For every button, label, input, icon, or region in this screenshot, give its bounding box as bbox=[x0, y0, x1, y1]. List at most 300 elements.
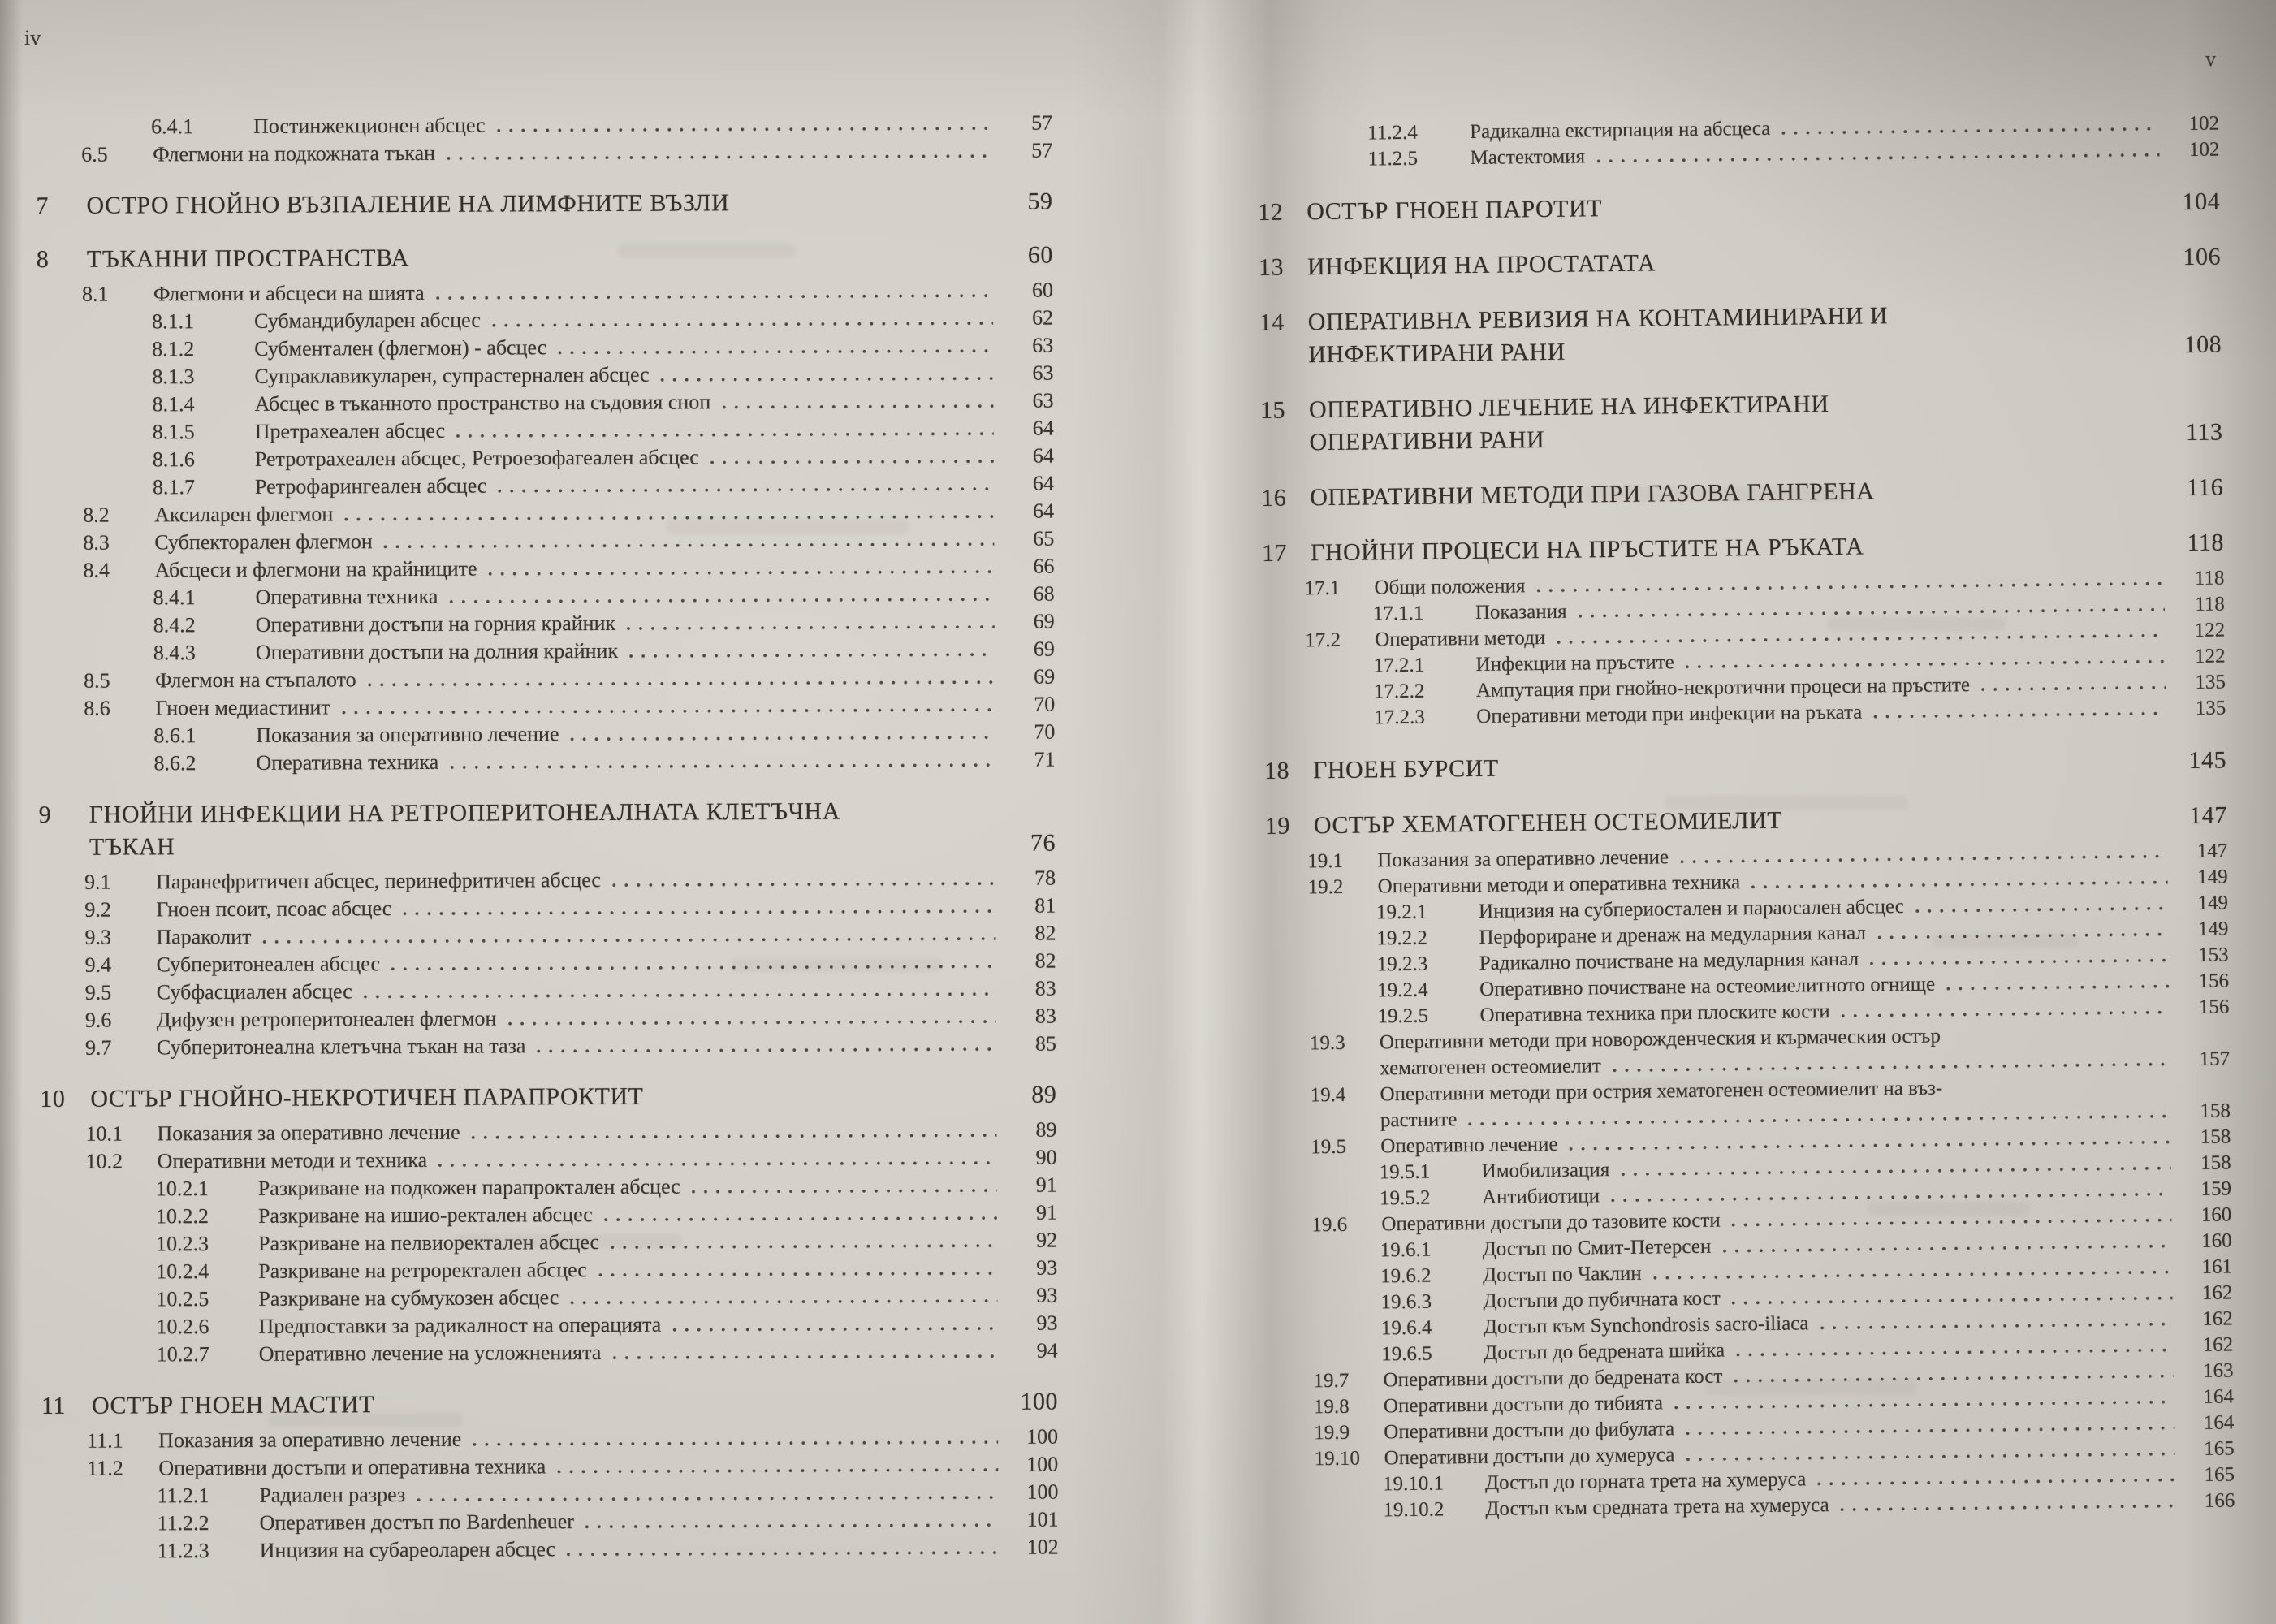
toc-entry bbox=[37, 470, 1054, 502]
entry-number: 19.6.2 bbox=[1380, 1264, 1432, 1288]
dot-leader bbox=[1621, 1166, 2170, 1177]
left-page bbox=[36, 110, 1059, 1566]
entry-number: 9.6 bbox=[84, 1008, 112, 1032]
entry-page-number: 104 bbox=[2182, 188, 2221, 216]
entry-title: Субперитонеален абсцес bbox=[156, 952, 381, 977]
entry-page-number: 101 bbox=[1026, 1507, 1059, 1531]
right-page bbox=[1257, 111, 2235, 1525]
entry-number: 19.2.1 bbox=[1376, 901, 1427, 924]
entry-title: Гноен медиастинит bbox=[155, 695, 330, 720]
entry-number: 10.2.2 bbox=[155, 1204, 209, 1229]
toc-entry bbox=[41, 1227, 1057, 1259]
entry-number: 19.5 bbox=[1311, 1135, 1347, 1159]
entry-title-continuation: хематогенен остеомиелит bbox=[1380, 1055, 1602, 1080]
dot-leader bbox=[344, 515, 994, 521]
entry-page-number: 65 bbox=[1033, 526, 1055, 551]
left-page-folio: iv bbox=[24, 26, 41, 50]
entry-page-number: 165 bbox=[2204, 1463, 2235, 1486]
entry-number: 10.2.6 bbox=[156, 1315, 209, 1339]
toc-entry bbox=[41, 1282, 1057, 1314]
toc-entry bbox=[38, 719, 1055, 750]
dot-leader bbox=[507, 1020, 995, 1026]
entry-page-number: 158 bbox=[2200, 1125, 2231, 1148]
entry-number: 17 bbox=[1261, 539, 1288, 567]
entry-page-number: 63 bbox=[1032, 388, 1054, 412]
toc-entry bbox=[42, 1534, 1059, 1566]
entry-title: Достъп до горната трета на хумеруса bbox=[1484, 1468, 1807, 1494]
entry-page-number: 147 bbox=[2196, 840, 2228, 862]
dot-leader bbox=[364, 992, 996, 999]
entry-number: 19.2.5 bbox=[1377, 1004, 1429, 1028]
entry-page-number: 60 bbox=[1031, 278, 1054, 302]
toc-entry bbox=[40, 975, 1056, 1007]
entry-title: Достъп към Synchondrosis sacro-iliaca bbox=[1483, 1312, 1809, 1338]
entry-title: Флегмони на подкожната тъкан bbox=[153, 140, 436, 166]
entry-number: 19.2.3 bbox=[1376, 952, 1428, 976]
entry-page-number: 149 bbox=[2197, 918, 2229, 940]
entry-page-number: 156 bbox=[2198, 996, 2230, 1018]
toc-entry bbox=[40, 1003, 1056, 1034]
entry-page-number: 166 bbox=[2204, 1489, 2235, 1512]
entry-page-number: 71 bbox=[1034, 747, 1056, 771]
entry-title: Показания за оперативно лечение bbox=[256, 722, 559, 747]
entry-title: ГНОЕН БУРСИТ bbox=[1312, 754, 1499, 784]
entry-number: 19.6.1 bbox=[1380, 1238, 1432, 1262]
entry-number: 17.2 bbox=[1305, 628, 1341, 652]
entry-page-number: 118 bbox=[2194, 567, 2225, 590]
entry-page-number: 162 bbox=[2201, 1281, 2233, 1304]
entry-page-number: 69 bbox=[1033, 637, 1055, 661]
dot-leader bbox=[498, 487, 994, 494]
dot-leader bbox=[1680, 854, 2167, 864]
entry-number: 6.5 bbox=[81, 142, 108, 166]
toc-entry bbox=[41, 1310, 1057, 1341]
dot-leader bbox=[1732, 1296, 2173, 1305]
entry-number: 8.1.5 bbox=[152, 420, 195, 444]
dot-leader bbox=[1877, 932, 2168, 939]
entry-number: 17.2.1 bbox=[1373, 654, 1425, 677]
entry-title: Разкриване на пелвиоректален абсцес bbox=[258, 1229, 600, 1255]
entry-title: Дифузен ретроперитонеален флегмон bbox=[156, 1006, 497, 1032]
entry-page-number: 63 bbox=[1032, 361, 1054, 385]
entry-number: 11.2 bbox=[87, 1456, 123, 1480]
entry-title: ОСТЪР ГНОЕН МАСТИТ bbox=[91, 1391, 375, 1419]
dot-leader bbox=[1596, 153, 2159, 163]
dot-leader bbox=[585, 1523, 999, 1529]
entry-number: 19.6 bbox=[1311, 1213, 1348, 1237]
entry-number: 8.5 bbox=[83, 668, 110, 693]
entry-number: 8.1 bbox=[81, 282, 109, 306]
entry-number: 10.2.1 bbox=[155, 1177, 209, 1201]
dot-leader bbox=[612, 1354, 997, 1360]
entry-page-number: 64 bbox=[1033, 499, 1055, 523]
dot-leader bbox=[1468, 1114, 2170, 1126]
toc-entry bbox=[37, 387, 1053, 419]
entry-page-number: 122 bbox=[2194, 619, 2226, 641]
entry-title: Разкриване на ишио-ректален абсцес bbox=[257, 1203, 593, 1228]
entry-title: Оперативни методи и техника bbox=[157, 1147, 428, 1173]
entry-title: ОСТЪР ГНОЙНО-НЕКРОТИЧЕН ПАРАПРОКТИТ bbox=[90, 1082, 644, 1112]
entry-number: 19.2.2 bbox=[1376, 926, 1428, 950]
entry-title: Оперативни достъпи до фибулата bbox=[1384, 1418, 1675, 1444]
dot-leader bbox=[629, 653, 995, 659]
entry-title: Оперативна техника bbox=[255, 584, 438, 609]
entry-title: Оперативни достъпи на долния крайник bbox=[255, 638, 619, 664]
toc-chapter-entry bbox=[1259, 296, 2222, 372]
entry-number: 8.4.1 bbox=[153, 585, 196, 610]
dot-leader bbox=[570, 736, 995, 741]
entry-number: 17.1 bbox=[1304, 577, 1341, 600]
toc-entry bbox=[41, 1144, 1057, 1176]
entry-page-number: 82 bbox=[1034, 948, 1056, 973]
entry-page-number: 149 bbox=[2196, 866, 2228, 888]
entry-number: 19.10.1 bbox=[1382, 1472, 1445, 1496]
dot-leader bbox=[661, 377, 994, 382]
entry-title: Показания за оперативно лечение bbox=[157, 1120, 460, 1146]
entry-number: 10.2.7 bbox=[156, 1342, 209, 1367]
entry-page-number: 162 bbox=[2202, 1333, 2234, 1356]
entry-title: Показания за оперативно лечение bbox=[158, 1427, 462, 1453]
entry-title: Достъп по Чаклин bbox=[1482, 1262, 1642, 1286]
dot-leader bbox=[1820, 1322, 2172, 1330]
entry-page-number: 122 bbox=[2194, 645, 2226, 667]
toc-entry bbox=[41, 1337, 1058, 1369]
entry-title: Субмандибуларен абсцес bbox=[254, 308, 481, 333]
entry-page-number: 83 bbox=[1034, 1004, 1056, 1028]
entry-page-number: 93 bbox=[1036, 1255, 1058, 1280]
entry-page-number: 100 bbox=[1026, 1424, 1059, 1449]
dot-leader bbox=[384, 542, 995, 549]
toc-entry bbox=[37, 553, 1054, 585]
entry-page-number: 100 bbox=[1020, 1388, 1059, 1415]
entry-number: 10 bbox=[40, 1085, 66, 1112]
dot-leader bbox=[627, 625, 995, 631]
dot-leader bbox=[1736, 1348, 2173, 1357]
toc-chapter-entry bbox=[40, 1079, 1056, 1116]
entry-number: 12 bbox=[1258, 198, 1284, 226]
entry-page-number: 69 bbox=[1033, 609, 1055, 633]
entry-title-line-1: Оперативни методи при острия хематогенен остеомиелит на въз- bbox=[1380, 1077, 1943, 1106]
entry-number: 19.4 bbox=[1310, 1083, 1346, 1107]
entry-number: 8.1.2 bbox=[152, 337, 195, 361]
toc-entry bbox=[36, 110, 1052, 141]
entry-title: Оперативни достъпи до хумеруса bbox=[1384, 1444, 1675, 1470]
toc-entry bbox=[41, 1199, 1057, 1231]
right-page-folio: v bbox=[2205, 47, 2216, 71]
toc-entry bbox=[41, 1479, 1058, 1510]
entry-number: 19.10 bbox=[1314, 1447, 1361, 1471]
entry-title: Флегмони и абсцеси на шията bbox=[153, 280, 425, 306]
dot-leader bbox=[342, 708, 995, 715]
entry-number: 19.6.3 bbox=[1380, 1290, 1432, 1314]
dot-leader bbox=[263, 937, 996, 944]
dot-leader bbox=[1981, 685, 2166, 692]
entry-number: 19.8 bbox=[1313, 1395, 1350, 1419]
entry-number: 9.2 bbox=[84, 897, 111, 922]
entry-title: Абсцес в тъканното пространство на съдовия сноп bbox=[254, 390, 711, 416]
entry-number: 8.1.1 bbox=[152, 309, 195, 334]
entry-number: 10.2.4 bbox=[156, 1259, 209, 1284]
entry-number: 10.2 bbox=[85, 1149, 123, 1173]
dot-leader bbox=[654, 1101, 991, 1107]
entry-title-continuation: растните bbox=[1380, 1108, 1458, 1132]
entry-page-number: 89 bbox=[1031, 1081, 1057, 1108]
toc-entry bbox=[37, 304, 1053, 336]
entry-page-number: 160 bbox=[2201, 1229, 2232, 1252]
entry-page-number: 64 bbox=[1032, 471, 1055, 495]
entry-title: Оперативна техника bbox=[256, 749, 439, 775]
entry-page-number: 92 bbox=[1036, 1228, 1058, 1252]
entry-number: 9 bbox=[38, 801, 52, 828]
dot-leader bbox=[692, 1189, 997, 1194]
entry-number: 18 bbox=[1263, 757, 1290, 784]
entry-title: Аксиларен флегмон bbox=[154, 502, 334, 527]
dot-leader bbox=[722, 404, 993, 409]
entry-page-number: 91 bbox=[1035, 1200, 1057, 1224]
entry-number: 8.1.6 bbox=[152, 447, 195, 472]
entry-page-number: 70 bbox=[1034, 719, 1056, 744]
entry-title: Разкриване на субмукозен абсцес bbox=[258, 1285, 559, 1311]
entry-title: Достъпи до пубичната кост bbox=[1483, 1287, 1721, 1312]
entry-title: Оперативен достъп по Bardenheuer bbox=[259, 1510, 574, 1535]
entry-page-number: 160 bbox=[2200, 1203, 2232, 1226]
entry-title: Оперативни достъпи до тибията bbox=[1383, 1392, 1664, 1418]
entry-title: ИНФЕКЦИЯ НА ПРОСТАТАТА bbox=[1306, 249, 1656, 281]
dot-leader bbox=[1734, 1374, 2173, 1383]
dot-leader bbox=[741, 208, 987, 213]
entry-title: Оперативни достъпи и оперативна техника bbox=[158, 1454, 546, 1480]
entry-title: Паранефритичен абсцес, перинефритичен абсцес bbox=[156, 867, 601, 894]
entry-page-number: 163 bbox=[2202, 1359, 2234, 1382]
entry-title: Имобилизация bbox=[1481, 1159, 1610, 1182]
entry-title-block bbox=[1380, 1072, 2231, 1134]
entry-page-number: 113 bbox=[2185, 418, 2223, 447]
entry-title: ОСТРО ГНОЙНО ВЪЗПАЛЕНИЕ НА ЛИМФНИТЕ ВЪЗЛИ bbox=[86, 189, 730, 219]
entry-title: Гноен псоит, псоас абсцес bbox=[156, 896, 392, 922]
entry-page-number: 162 bbox=[2202, 1307, 2233, 1330]
toc-entry bbox=[38, 746, 1055, 778]
entry-page-number: 57 bbox=[1031, 138, 1053, 162]
entry-page-number: 60 bbox=[1027, 241, 1053, 269]
entry-page-number: 159 bbox=[2200, 1177, 2232, 1200]
entry-page-number: 59 bbox=[1027, 188, 1053, 215]
entry-page-number: 102 bbox=[1026, 1535, 1059, 1559]
entry-number: 17.1.1 bbox=[1372, 602, 1424, 625]
entry-number: 11.1 bbox=[87, 1428, 123, 1453]
entry-number: 8.6.2 bbox=[153, 751, 197, 775]
entry-title: Антибиотици bbox=[1481, 1185, 1600, 1208]
toc-entry bbox=[41, 1423, 1058, 1455]
entry-page-number: 165 bbox=[2203, 1437, 2235, 1460]
entry-title: ОСТЪР ГНОЕН ПАРОТИТ bbox=[1306, 195, 1603, 226]
entry-title-block bbox=[1308, 296, 2222, 372]
toc-entry bbox=[41, 1451, 1058, 1483]
entry-title: Параколит bbox=[156, 924, 252, 949]
dot-leader bbox=[368, 680, 995, 687]
dot-leader bbox=[710, 460, 994, 465]
dot-leader bbox=[1915, 906, 2168, 914]
dot-leader bbox=[1732, 1218, 2172, 1227]
toc-entry bbox=[37, 443, 1054, 474]
dot-leader bbox=[672, 1327, 997, 1332]
dot-leader bbox=[604, 1216, 997, 1222]
entry-title: ТЪКАННИ ПРОСТРАНСТВА bbox=[86, 244, 409, 273]
entry-title: Оперативни достъпи до тазовите кости bbox=[1381, 1209, 1721, 1236]
entry-page-number: 158 bbox=[2200, 1151, 2231, 1174]
entry-title-continuation: ТЪКАН bbox=[89, 833, 175, 861]
entry-page-number: 66 bbox=[1033, 554, 1055, 578]
entry-title: Оперативни достъпи на горния крайник bbox=[255, 611, 616, 637]
entry-number: 19.5.1 bbox=[1379, 1160, 1431, 1184]
entry-number: 9.7 bbox=[84, 1035, 112, 1060]
entry-title: Оперативни методи bbox=[1375, 627, 1546, 651]
dot-leader bbox=[1794, 822, 2162, 830]
entry-number: 8.3 bbox=[83, 530, 110, 555]
entry-title: ГНОЙНИ ПРОЦЕСИ НА ПРЪСТИТЕ НА РЪКАТА bbox=[1310, 533, 1864, 567]
toc-entry bbox=[39, 892, 1056, 924]
entry-title: Оперативно почистване на остеомиелитното огнище bbox=[1479, 973, 1936, 1000]
entry-number: 9.1 bbox=[84, 870, 111, 894]
entry-title: Субпекторален флегмон bbox=[154, 529, 373, 555]
entry-title: Абсцеси и флегмони на крайниците bbox=[154, 556, 477, 582]
entry-title: Субперитонеална клетъчна тъкан на таза bbox=[156, 1034, 526, 1060]
dot-leader bbox=[1870, 958, 2169, 965]
entry-number: 10.2.3 bbox=[156, 1232, 209, 1256]
entry-title: Оперативно лечение bbox=[1380, 1133, 1558, 1158]
dot-leader bbox=[1686, 1426, 2174, 1436]
dot-leader bbox=[489, 570, 995, 577]
dot-leader bbox=[497, 127, 992, 133]
dot-leader bbox=[473, 1440, 998, 1447]
dot-leader bbox=[1817, 1478, 2175, 1486]
dot-leader bbox=[612, 882, 995, 888]
dot-leader bbox=[1611, 1192, 2171, 1203]
entry-number: 19.9 bbox=[1314, 1421, 1350, 1445]
dot-leader bbox=[1876, 549, 2160, 556]
dot-leader bbox=[1570, 1140, 2171, 1151]
toc-chapter-entry bbox=[1259, 241, 2221, 284]
entry-number: 8.4.3 bbox=[153, 641, 196, 665]
entry-number: 8.1.4 bbox=[152, 392, 195, 417]
entry-number: 13 bbox=[1258, 253, 1285, 281]
toc-entry bbox=[40, 948, 1056, 979]
entry-number: 8.1.3 bbox=[152, 365, 195, 389]
entry-number: 11.2.1 bbox=[157, 1484, 209, 1508]
entry-title-line-1: ГНОЙНИ ИНФЕКЦИИ НА РЕТРОПЕРИТОНЕАЛНАТА КЛЕТЪЧНА bbox=[89, 797, 840, 828]
dot-leader bbox=[558, 349, 993, 355]
dot-leader bbox=[1667, 263, 2156, 273]
entry-title: Мастектомия bbox=[1470, 145, 1586, 170]
entry-title: Ретротрахеален абсцес, Ретроезофагеален абсцес bbox=[254, 445, 699, 471]
dot-leader bbox=[436, 294, 993, 300]
entry-title: Достъп към средната трета на хумеруса bbox=[1485, 1494, 1829, 1520]
entry-number: 19.3 bbox=[1309, 1031, 1345, 1055]
entry-title: ОСТЪР ХЕМАТОГЕНЕН ОСТЕОМИЕЛИТ bbox=[1313, 806, 1783, 840]
dot-leader bbox=[1653, 1270, 2172, 1280]
entry-page-number: 102 bbox=[2188, 112, 2220, 135]
dot-leader bbox=[1579, 607, 2165, 618]
entry-page-number: 64 bbox=[1032, 416, 1054, 440]
toc-entry bbox=[40, 1116, 1056, 1148]
dot-leader bbox=[450, 763, 995, 770]
entry-page-number: 161 bbox=[2201, 1255, 2233, 1278]
toc-entry bbox=[38, 581, 1055, 612]
entry-title: Субментален (флегмон) - абсцес bbox=[254, 335, 547, 361]
entry-number: 11 bbox=[41, 1392, 66, 1419]
dot-leader bbox=[421, 261, 988, 268]
entry-page-number: 153 bbox=[2198, 944, 2229, 966]
toc-chapter-entry bbox=[1264, 745, 2226, 788]
entry-title-continuation: ОПЕРАТИВНИ РАНИ bbox=[1309, 426, 1545, 456]
entry-number: 9.5 bbox=[84, 980, 112, 1004]
dot-leader bbox=[1556, 438, 2157, 449]
entry-title: Ампутация при гнойно-некротични процеси на пръстите bbox=[1475, 674, 1971, 702]
entry-title-line-1: ОПЕРАТИВНО ЛЕЧЕНИЕ НА ИНФЕКТИРАНИ bbox=[1308, 391, 1829, 424]
dot-leader bbox=[1577, 351, 2157, 361]
entry-page-number: 158 bbox=[2200, 1099, 2231, 1122]
entry-number: 8.6.1 bbox=[153, 723, 197, 748]
entry-number: 9.3 bbox=[84, 925, 111, 949]
dot-leader bbox=[1781, 127, 2159, 135]
entry-title: Разкриване на подкожен парапроктален абсцес bbox=[257, 1174, 680, 1200]
entry-number: 8.2 bbox=[83, 503, 110, 527]
entry-title: Оперативни методи и оперативна техника bbox=[1377, 871, 1741, 898]
toc-chapter-entry bbox=[36, 186, 1052, 222]
dot-leader bbox=[1686, 1452, 2174, 1462]
toc-entry bbox=[38, 636, 1055, 667]
dot-leader bbox=[1946, 984, 2169, 991]
dot-leader bbox=[1885, 494, 2158, 501]
dot-leader bbox=[1686, 659, 2166, 669]
toc-entry bbox=[40, 1030, 1056, 1062]
toc-chapter-entry bbox=[1265, 800, 2227, 843]
toc-chapter-entry bbox=[1260, 384, 2223, 460]
entry-title: Общи положения bbox=[1374, 575, 1526, 599]
entry-title: Оперативни достъпи до бедрената кост bbox=[1383, 1365, 1723, 1392]
dot-leader bbox=[403, 909, 995, 916]
entry-number: 19 bbox=[1264, 812, 1291, 840]
dot-leader bbox=[1674, 1400, 2174, 1410]
entry-title: Ретрофарингеален абсцес bbox=[254, 473, 487, 499]
toc-entry bbox=[41, 1172, 1057, 1203]
entry-page-number: 102 bbox=[2188, 138, 2220, 161]
toc-entry bbox=[39, 920, 1056, 952]
entry-page-number: 82 bbox=[1034, 921, 1056, 945]
entry-number: 6.4.1 bbox=[151, 114, 194, 139]
entry-number: 11.2.5 bbox=[1367, 147, 1419, 171]
dot-leader bbox=[1536, 581, 2164, 593]
dot-leader bbox=[567, 1551, 999, 1557]
entry-number: 11.2.2 bbox=[157, 1511, 209, 1535]
dot-leader bbox=[472, 1134, 997, 1140]
dot-leader bbox=[1842, 1010, 2170, 1018]
entry-title: Радиален разрез bbox=[259, 1483, 406, 1507]
entry-number: 15 bbox=[1259, 396, 1286, 424]
entry-number: 19.1 bbox=[1307, 849, 1344, 873]
entry-page-number: 63 bbox=[1032, 333, 1054, 357]
entry-title: Достъп до бедрената шийка bbox=[1484, 1339, 1725, 1364]
entry-page-number: 81 bbox=[1034, 893, 1056, 918]
toc-entry bbox=[37, 360, 1053, 391]
entry-page-number: 69 bbox=[1033, 664, 1056, 689]
entry-title-line-1: Оперативни методи при новорожденческия и кърмаческия остър bbox=[1379, 1025, 1941, 1054]
entry-page-number: 85 bbox=[1034, 1031, 1057, 1056]
toc-entry bbox=[37, 277, 1053, 309]
entry-number: 7 bbox=[36, 192, 50, 219]
toc-entry bbox=[37, 498, 1054, 529]
toc-entry bbox=[38, 691, 1055, 723]
toc-entry bbox=[38, 608, 1055, 640]
